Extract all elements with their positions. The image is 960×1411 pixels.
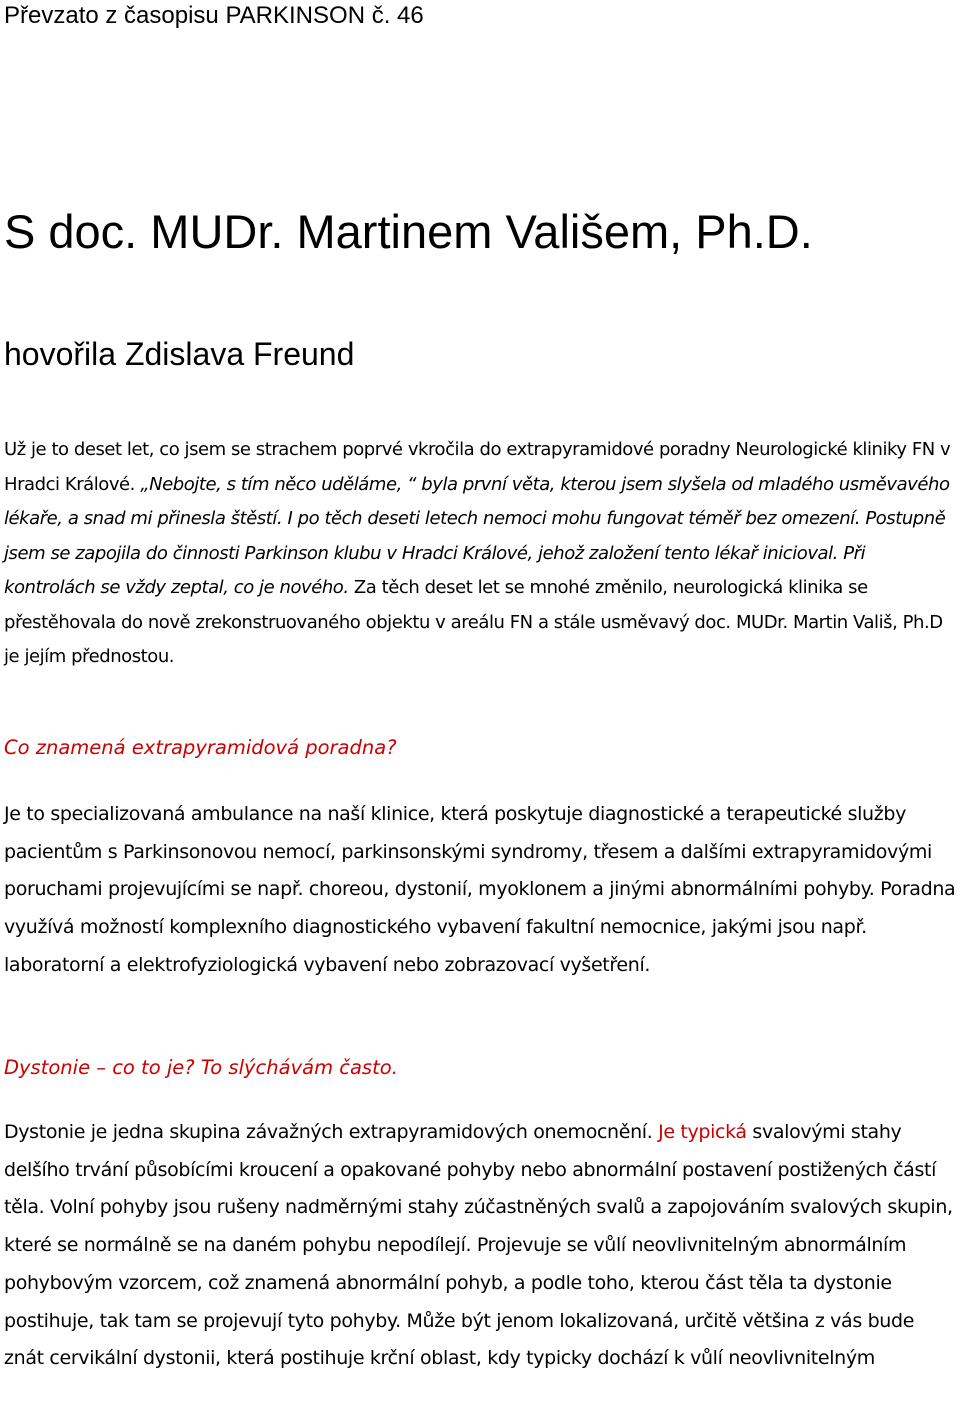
question-heading-2: Dystonie – co to je? To slýchávám často. bbox=[4, 1056, 398, 1079]
intro-sentence-1: Už je to deset let, co jsem se strachem poprvé vkročila do extrapyramidové poradny Neurologické kliniky FN v Hradci Králové. bbox=[4, 439, 951, 495]
source-note: Převzato z časopisu PARKINSON č. 46 bbox=[4, 2, 424, 29]
article-title: S doc. MUDr. Martinem Vališem, Ph.D. bbox=[4, 205, 813, 258]
answer2-rest: svalovými stahy delšího trvání působícími kroucení a opakované pohyby nebo abnormální postavení postižených částí těla. Volní pohyby jsou rušeny nadměrnými stahy zúčastněných svalů a zapojováním svalových skupin, které se normálně se na daném pohybu nepodílejí. Projevuje se vůlí neovlivnitelným abnormálním pohybovým vzorcem, což znamená abnormální pohyb, a podle toho, kterou část těla ta dystonie postihuje, tak tam se projevují tyto pohyby. Může být jenom lokalizovaná, určitě většina z vás bude znát cervikální dystonii, která postihuje krční oblast, kdy typicky dochází k vůlí neovlivnitelným bbox=[4, 1121, 953, 1370]
question-heading-1: Co znamená extrapyramidová poradna? bbox=[4, 736, 397, 759]
intro-paragraph bbox=[4, 433, 956, 675]
answer2-highlight: Je typická bbox=[658, 1121, 747, 1143]
intro-italic-passage: „Nebojte, s tím něco uděláme, “ byla první věta, kterou jsem slyšela od mladého usměvavého lékaře, a snad mi přinesla štěstí. I po těch deseti letech nemoci mohu fungovat téměř bez omezení. Postupně jsem se zapojila do činnosti Parkinson klubu v Hradci Králové, jehož založení tento lékař inicioval. Při kontrolách se vždy zeptal, co je nového. bbox=[4, 473, 950, 598]
answer-paragraph-1: Je to specializovaná ambulance na naší klinice, která poskytuje diagnostické a terapeutické služby pacientům s Parkinsonovou nemocí, parkinsonskými syndromy, třesem a dalšími extrapyramidovými poruchami projevujícími se např. choreou, dystonií, myoklonem a jinými abnormálními pohyby. Poradna využívá možností komplexního diagnostického vybavení fakultní nemocnice, jakými jsou např. laboratorní a elektrofyziologická vybavení nebo zobrazovací vyšetření. bbox=[4, 803, 956, 976]
intro-sentence-last: Za těch deset let se mnohé změnilo, neurologická klinika se přestěhovala do nově zrekonstruovaného objektu v areálu FN a stále usměvavý doc. MUDr. Martin Vališ, Ph.D je jejím přednostou. bbox=[4, 577, 943, 667]
answer-paragraph-2 bbox=[4, 1114, 956, 1378]
article-byline: hovořila Zdislava Freund bbox=[4, 336, 355, 372]
answer2-lead: Dystonie je jedna skupina závažných extrapyramidových onemocnění. bbox=[4, 1121, 659, 1143]
